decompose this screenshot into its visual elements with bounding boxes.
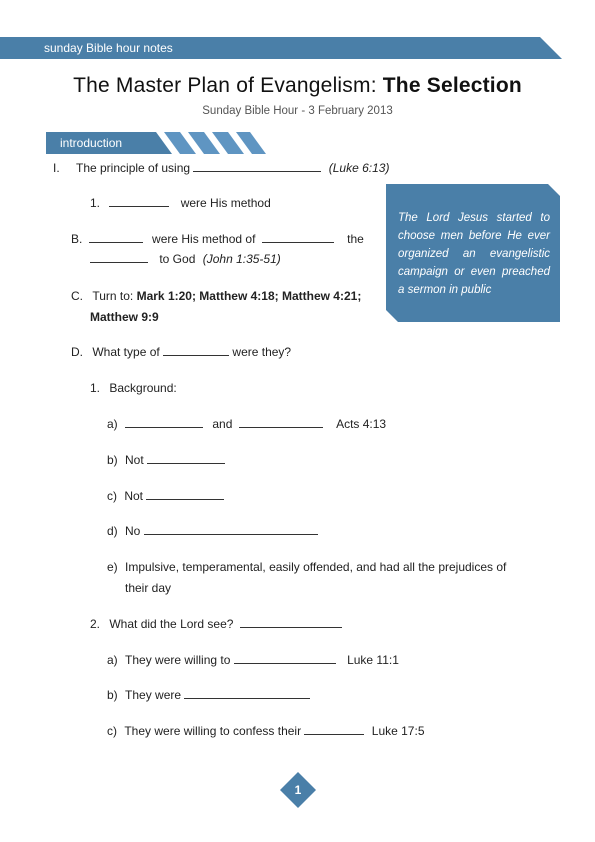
- outline-item-d2a-num: a): [107, 653, 118, 667]
- header-band: [0, 37, 562, 59]
- section-label: introduction: [60, 136, 123, 150]
- outline-item-c-num: C.: [71, 289, 83, 303]
- callout-text: The Lord Jesus started to choose men before He ever organized an evangelistic campaign or even preached a sermon in public: [398, 212, 550, 296]
- page-title-bold: The Selection: [382, 74, 522, 97]
- outline-item-d2b: [107, 687, 310, 703]
- fill-blank: [90, 251, 148, 263]
- page-number: 1: [294, 783, 302, 797]
- outline-item-d1e-text: Impulsive, temperamental, easily offended, and had all the prejudices of: [125, 560, 507, 574]
- fill-blank: [239, 416, 323, 428]
- page-title-regular: The Master Plan of Evangelism:: [73, 74, 383, 97]
- outline-item-d-num: D.: [71, 345, 83, 359]
- outline-item-d-text: What type of: [92, 345, 160, 359]
- fill-blank: [89, 231, 143, 243]
- fill-blank: [240, 616, 342, 628]
- outline-item-d-text-2: were they?: [232, 345, 292, 359]
- fill-blank: [109, 195, 169, 207]
- fill-blank: [146, 488, 224, 500]
- outline-item-1-text: were His method: [180, 196, 271, 210]
- outline-item-d1: [90, 380, 177, 396]
- fill-blank: [125, 416, 203, 428]
- page-title: [0, 72, 595, 100]
- outline-item-b-line2: [90, 251, 281, 267]
- outline-item-d2-text: What did the Lord see?: [109, 617, 234, 631]
- outline-item-b-num: B.: [71, 232, 83, 246]
- callout-box: [386, 184, 560, 322]
- outline-item-b-text-2: the: [347, 232, 364, 246]
- outline-item-d2c: [107, 723, 425, 739]
- outline-item-d1a: [107, 416, 386, 432]
- outline-item-d2c-text: They were willing to confess their: [124, 724, 302, 738]
- outline-item-b-text-3: to God: [159, 252, 196, 266]
- outline-item-d1b-num: b): [107, 453, 118, 467]
- outline-item-d1d-num: d): [107, 524, 118, 538]
- outline-item-d2-num: 2.: [90, 617, 101, 631]
- outline-item-c-text: Turn to:: [92, 289, 137, 303]
- outline-item-i-body: [76, 160, 389, 176]
- fill-blank: [262, 231, 334, 243]
- outline-item-d1e: [107, 559, 506, 575]
- scripture-reference: Luke 17:5: [371, 724, 425, 738]
- fill-blank: [304, 723, 364, 735]
- scripture-reference: (Luke 6:13): [328, 161, 390, 175]
- fill-blank: [147, 452, 225, 464]
- outline-item-d2a-text: They were willing to: [125, 653, 231, 667]
- outline-item-d1d: [107, 523, 318, 539]
- outline-item-d2b-text: They were: [125, 688, 182, 702]
- outline-item-d1c: [107, 488, 224, 504]
- scripture-reference: Acts 4:13: [336, 417, 387, 431]
- outline-item-b-text: were His method of: [152, 232, 256, 246]
- outline-item-i-text: The principle of using: [76, 161, 191, 175]
- fill-blank: [234, 652, 336, 664]
- outline-item-d2a: [107, 652, 399, 668]
- outline-item-d1-num: 1.: [90, 381, 101, 395]
- fill-blank: [163, 344, 229, 356]
- scripture-reference: (John 1:35-51): [202, 252, 281, 266]
- outline-item-d2: [90, 616, 342, 632]
- page-number-badge: [280, 772, 316, 808]
- outline-item-i-num: I.: [53, 161, 60, 175]
- scripture-reference: Mark 1:20; Matthew 4:18; Matthew 4:21;: [136, 289, 362, 303]
- outline-item-d1c-text: Not: [124, 489, 144, 503]
- outline-item-d1b-text: Not: [125, 453, 144, 467]
- outline-item-c-line2: Matthew 9:9: [90, 310, 159, 324]
- section-band: [46, 132, 266, 154]
- fill-blank: [193, 160, 321, 172]
- outline-item-d1a-text: and: [212, 417, 233, 431]
- outline-item-d2c-num: c): [107, 724, 117, 738]
- outline-item-1: [90, 195, 271, 211]
- outline-item-d: [71, 344, 291, 360]
- outline-item-d1b: [107, 452, 225, 468]
- fill-blank: [144, 523, 318, 535]
- fill-blank: [184, 687, 310, 699]
- outline-item-d1c-num: c): [107, 489, 117, 503]
- outline-item-i: [53, 160, 60, 176]
- outline-item-d1e-line2: their day: [125, 581, 172, 595]
- outline-item-d1d-text: No: [125, 524, 141, 538]
- outline-item-d1-text: Background:: [109, 381, 177, 395]
- header-band-label: sunday Bible hour notes: [44, 41, 173, 55]
- outline-item-d1e-num: e): [107, 560, 118, 574]
- scripture-reference: Luke 11:1: [347, 653, 399, 667]
- outline-item-c: [71, 288, 361, 304]
- page-subtitle: Sunday Bible Hour - 3 February 2013: [202, 105, 393, 117]
- outline-item-d1a-num: a): [107, 417, 118, 431]
- outline-item-b: [71, 231, 364, 247]
- outline-item-1-num: 1.: [90, 196, 101, 210]
- outline-item-d2b-num: b): [107, 688, 118, 702]
